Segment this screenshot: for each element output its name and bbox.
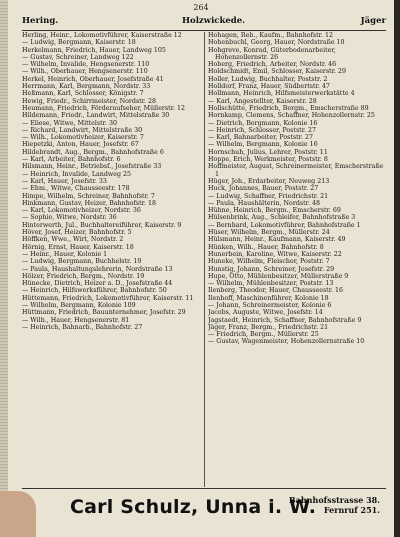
header-right: Jäger <box>360 16 386 26</box>
directory-entry: Himpe, Wilhelm, Schreiner, Bahnhofstr. 7 <box>22 192 155 200</box>
directory-entry: — Gustav, Schreiner, Landweg 122 <box>22 53 134 61</box>
book-page-edge <box>0 0 8 537</box>
directory-entry: Holdschmidt, Emil, Schlosser, Kaiserstr. 29 <box>208 68 347 76</box>
directory-entry: — Heinr., Hauer, Kolonie 1 <box>22 250 108 258</box>
directory-entry: Heumann, Friedrich, Förderaufseher, Müllerstr. 12 <box>22 104 186 112</box>
directory-entry: — Ehm., Witwe, Chausseestr. 178 <box>22 185 130 193</box>
directory-entry: — Karl, Bahnarbeiter, Poststr. 27 <box>208 134 314 142</box>
directory-entry: Hörnig, Ernst, Hauer, Kaiserstr. 18 <box>22 243 134 251</box>
directory-entry: — Bernhard, Lokomotivführer, Bahnhofstraße 1 <box>208 221 361 229</box>
directory-entry: Jacobs, Auguste, Witwe, Josefstr. 14 <box>208 309 323 317</box>
directory-entry: Hunerbein, Karoline, Witwe, Kaiserstr. 22 <box>208 250 342 258</box>
right-column <box>208 32 388 487</box>
directory-entry: Hollschütte, Friedrich, Bergm., Emscherstraße 89 <box>208 104 369 112</box>
directory-entry: Hüger, Joh., Erdarbeiter, Neuweg 213 <box>208 177 330 185</box>
directory-entry: Heßmann, Karl, Schlosser, Königstr. 7 <box>22 90 144 98</box>
header-rule <box>22 30 386 31</box>
directory-entry: Hoffmeister, August, Schreinermeister, Emscherstraße 1 <box>208 163 384 178</box>
directory-entry: — Johann, Schreinermeister, Kolonie 6 <box>208 301 332 309</box>
directory-entry: — Ludwig, Bergmann, Kaiserstr. 18 <box>22 39 136 47</box>
directory-entry: — Heinrich, Invalide, Landweg 25 <box>22 170 132 178</box>
directory-entry: Hiepetzki, Anton, Hauer, Josefstr. 67 <box>22 141 139 149</box>
directory-entry: Herrmann, Karl, Bergmann, Nordstr. 33 <box>22 83 151 91</box>
directory-entry: Herkelmann, Friedrich, Hauer, Landweg 105 <box>22 46 166 54</box>
directory-entry: — Eliese, Witwe, Mittelstr. 30 <box>22 119 117 127</box>
header-left: Hering. <box>22 16 59 26</box>
directory-entry: — Heinrich, Bahnarb., Bahnhofstr. 27 <box>22 323 143 331</box>
directory-entry: — Wilhelm, Mühlenbesitzer, Poststr. 13 <box>208 280 334 288</box>
directory-entry: Herling, Heinr., Lokomotivführer, Kaiserstraße 12 <box>22 32 182 39</box>
ad-company-name: Carl Schulz, Unna i. W. <box>70 496 317 518</box>
directory-entry: Hohgreve, Konrad, Güterbodenarbeiter, Hohenzollernstr. 26 <box>208 46 336 61</box>
ad-contact <box>289 495 380 515</box>
directory-entry: Hildemann, Friedr., Landwirt, Mittelstraße 30 <box>22 112 170 120</box>
directory-entry: — Sophie, Witwe, Nordstr. 36 <box>22 214 117 222</box>
directory-entry: — Ludwig, Schaffner, Friedrichstr. 21 <box>208 192 329 200</box>
running-header <box>22 16 386 28</box>
page-number: 264 <box>193 3 209 12</box>
directory-entry: Hühne, Heinrich, Bergm., Emscherstr. 69 <box>208 207 341 215</box>
directory-entry: — Heinrich, Schlosser, Poststr. 27 <box>208 126 317 134</box>
column-divider <box>204 32 205 487</box>
directory-entry: — Gustav, Wagenmeister, Hohenzollernstraße 10 <box>208 338 365 346</box>
directory-entry: Höver, Josef, Heizer, Bahnhofstr. 5 <box>22 229 132 237</box>
directory-entry: Hohagen, Reb., Kaufm., Bahnhofstr. 12 <box>208 32 333 39</box>
directory-entry: Holldorf, Franz, Hauer, Südbertstr. 47 <box>208 83 330 91</box>
directory-entry: Hülsmann, Heinr., Kaufmann, Kaiserstr. 49 <box>208 236 346 244</box>
directory-entry: Huck, Johannes, Bauer, Poststr. 27 <box>208 185 319 193</box>
directory-page <box>8 0 394 537</box>
directory-entry: Hölzer, Friedrich, Bergm., Nordstr. 19 <box>22 272 145 280</box>
directory-entry: Hüttemann, Friedrich, Lokomotivführer, Kaiserstr. 11 <box>22 294 194 302</box>
ad-address: Bahnhofsstrasse 38. <box>288 495 380 505</box>
directory-entry: — Heinrich, Hilfswerksführer, Bahnhofstr. 50 <box>22 287 167 295</box>
directory-entry: Jagstaedt, Heinrich, Schaffner, Bahnhofstraße 9 <box>208 316 362 324</box>
directory-entry: Holler, Ludwig, Buchhalter, Poststr. 2 <box>208 75 328 83</box>
directory-entry: — Paula, Haushälterin, Nordstr. 48 <box>208 199 320 207</box>
directory-entry: Jäger, Franz, Bergm., Friedrichstr. 21 <box>208 323 329 331</box>
directory-entry: Höffken, Wwe., Wirt, Nordstr. 2 <box>22 236 124 244</box>
directory-entry: — Karl, Angestellter, Kaiserstr. 28 <box>208 97 317 105</box>
directory-entry: Hinterwerth, Jul., Buchhaltereiführer, Kaiserstr. 9 <box>22 221 182 229</box>
directory-entry: Hildebrandt, Aug., Bergm., Bahnhofstraße 6 <box>22 148 164 156</box>
directory-entry: Hüttmann, Friedrich, Bauunternehmer, Josefstr. 29 <box>22 309 186 317</box>
directory-entry: Hornschuh, Julius, Lehrer, Poststr. 11 <box>208 148 328 156</box>
directory-entry: Hoppe, Erich, Werkmeister, Poststr. 8 <box>208 156 328 164</box>
directory-entry: — Karl, Hauer, Josefstr. 33 <box>22 177 107 185</box>
directory-entry: — Wilhelm, Bergmann, Kolonie 109 <box>22 301 136 309</box>
header-center: Holzwickede. <box>182 16 246 26</box>
directory-entry: Hollmann, Heinrich, Hilfsmeisterwerkstätte 4 <box>208 90 355 98</box>
directory-entry: — Dietrich, Bergmann, Kolonie 16 <box>208 119 318 127</box>
directory-entry: Huneke, Wilhelm, Fleischer, Poststr. 7 <box>208 258 330 266</box>
directory-entry: — Karl, Arbeiter, Bahnhofstr. 6 <box>22 156 121 164</box>
directory-entry: — Ludwig, Bergmann, Buchhelstr. 19 <box>22 258 142 266</box>
directory-entry: Herkel, Heinrich, Oberhauer, Josefstraße 41 <box>22 75 164 83</box>
directory-entry: — Wilh., Oberhauer, Hengsenerstr. 110 <box>22 68 148 76</box>
directory-entry: — Richard, Landwirt, Mittelstraße 30 <box>22 126 143 134</box>
directory-entry: — Wilhelm, Bergmann, Kolonie 16 <box>208 141 318 149</box>
directory-entry: — Wilh., Lokomotivheizer, Kaiserstr. 7 <box>22 134 144 142</box>
directory-entry: Hornkamp, Clemens, Schaffner, Hohenzollernstr. 25 <box>208 112 375 120</box>
directory-entry: Hüser, Wilhelm, Bergm., Müllerstr. 24 <box>208 229 330 237</box>
directory-entry: Hunstig, Johann, Schreiner, Josefstr. 29 <box>208 265 335 273</box>
directory-entry: Hoberg, Friedrich, Arbeiter, Nordstr. 46 <box>208 61 337 69</box>
thumb <box>0 491 36 537</box>
directory-entry: Hupe, Otto, Mühlenbesitzer, Müllerstraße 9 <box>208 272 349 280</box>
directory-entry: — Paula, Haushaltungslehrerin, Nordstraße 13 <box>22 265 173 273</box>
directory-entry: Ilenberg, Theodor, Hauer, Chausseestr. 16 <box>208 287 344 295</box>
directory-entry: Hünken, Wilh., Hauer, Bahnhofstr. 8 <box>208 243 324 251</box>
directory-entry: Hohenbuchl, Georg, Hauer, Nordstraße 10 <box>208 39 345 47</box>
advertisement <box>22 488 386 529</box>
left-column <box>22 32 202 487</box>
directory-entry: — Friedrich, Bergm., Müllerstr. 25 <box>208 331 319 339</box>
directory-entry: Hinkmann, Gustav, Heizer, Bahnhofstr. 18 <box>22 199 156 207</box>
directory-entry: Ilenhoff, Maschinenführer, Kolonie 18 <box>208 294 329 302</box>
directory-entry: — Wilhelm, Invalide, Hengsenerstr. 110 <box>22 61 150 69</box>
directory-entry: Hülsenbrink, Aug., Schleifer, Bahnhofstraße 3 <box>208 214 356 222</box>
directory-entry: — Wilh., Hauer, Hengsenerstr. 81 <box>22 316 130 324</box>
ad-phone: Fernruf 251. <box>323 505 380 515</box>
directory-entry: — Karl, Lokomotivheizer, Nordstr. 36 <box>22 207 141 215</box>
directory-entry: Hünecke, Dietrich, Heizer a. D., Josefstraße 44 <box>22 280 173 288</box>
directory-entry: Hewig, Friedr., Schirrmeister, Nordstr. 28 <box>22 97 157 105</box>
directory-entry: Hilsmann, Heinr., Betriebsf., Josefstraße 33 <box>22 163 162 171</box>
